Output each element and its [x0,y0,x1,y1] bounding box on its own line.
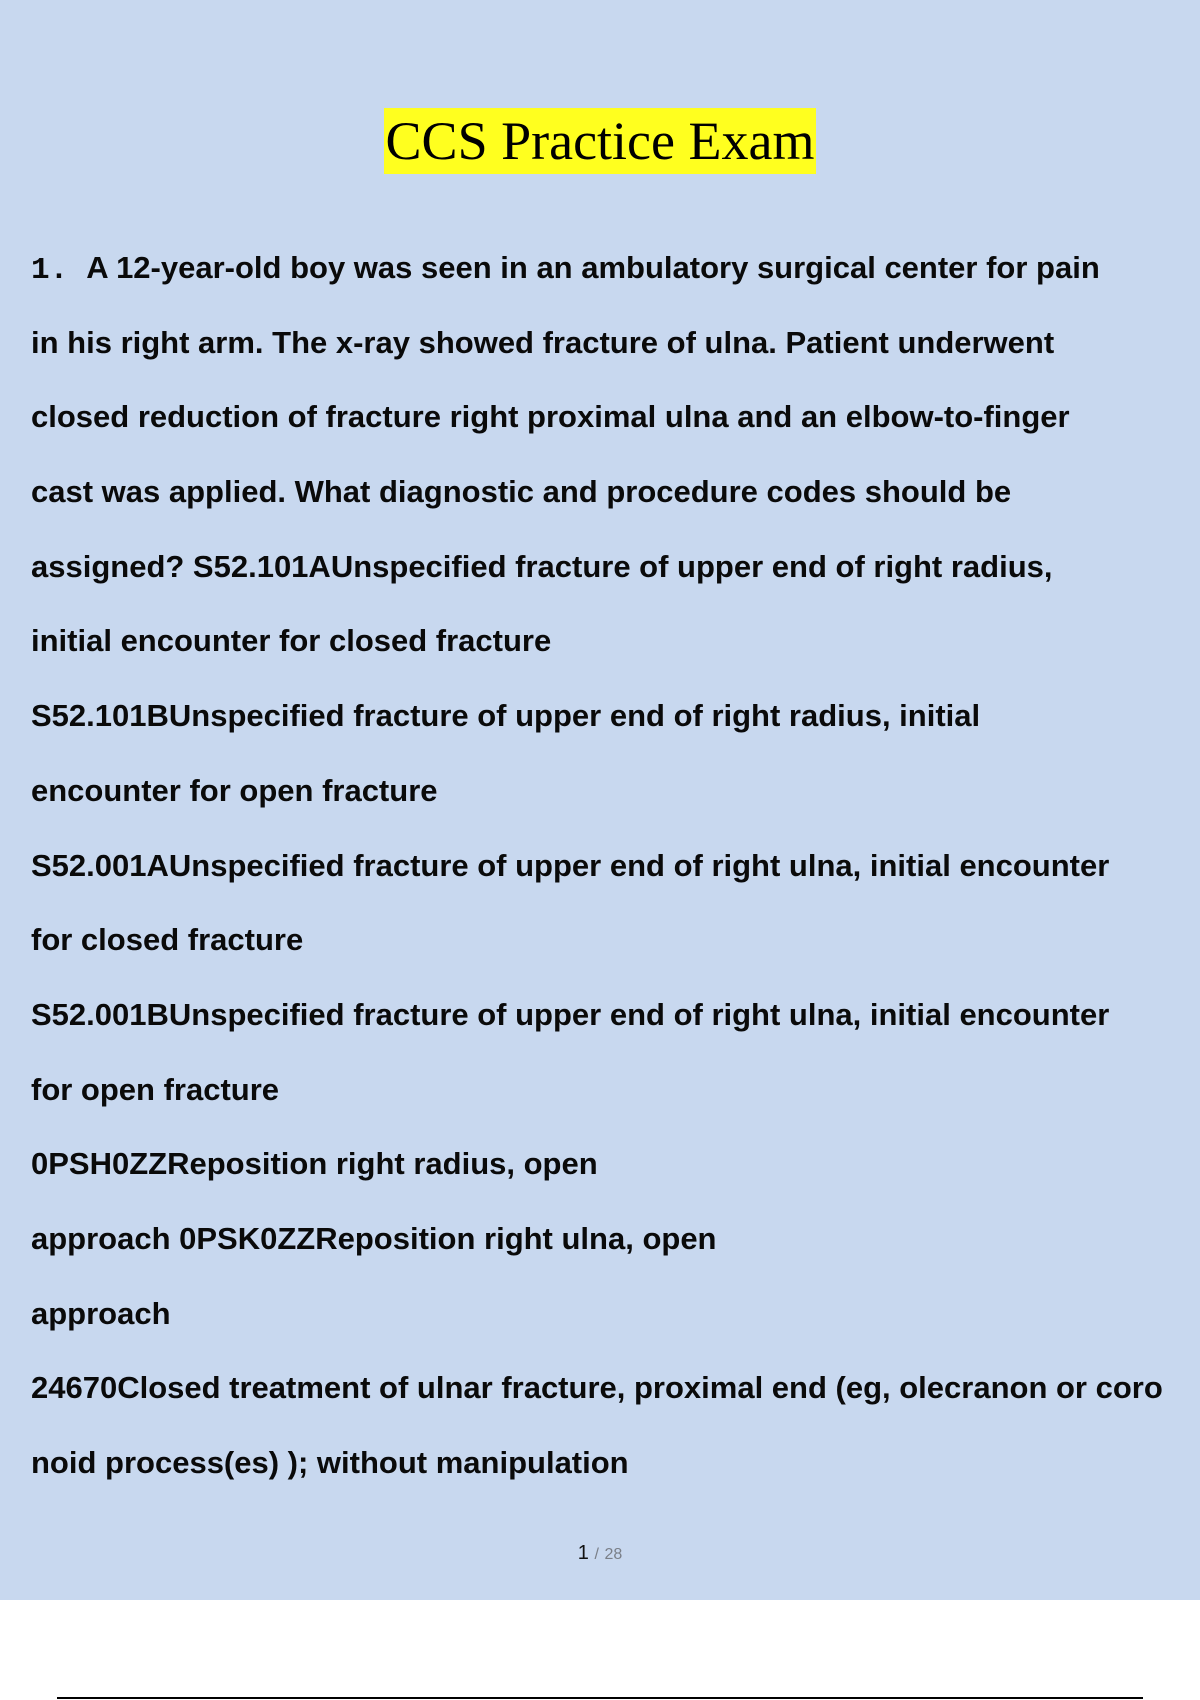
total-pages: 28 [604,1546,623,1563]
answer-line: encounter for open fracture [31,772,438,808]
current-page: 1 [577,1542,589,1564]
question-line: closed reduction of fracture right proximal ulna and an elbow-to-finger [31,399,1070,435]
question-line [31,231,1200,306]
question-number: 1. [31,253,69,288]
question-text [31,231,1200,1501]
answer-line: approach [31,1295,171,1331]
answer-line: 24670Closed treatment of ulnar fracture, proximal end (eg, olecranon or coro [31,1370,1163,1406]
answer-line: assigned? S52.101AUnspecified fracture of upper end of right radius, [31,548,1053,584]
question-line: in his right arm. The x-ray showed fracture of ulna. Patient underwent [31,324,1055,360]
answer-line: initial encounter for closed fracture [31,623,552,659]
title-container [0,108,1200,174]
answer-line: S52.001BUnspecified fracture of upper end of right ulna, initial encounter [31,996,1110,1032]
page-separator: / [594,1546,599,1563]
page-divider-line [57,1697,1143,1699]
answer-line: for open fracture [31,1071,280,1107]
question-line-text: A 12-year-old boy was seen in an ambulatory surgical center for pain [86,250,1100,285]
answer-line: S52.001AUnspecified fracture of upper end of right ulna, initial encounter [31,847,1110,883]
page-indicator [0,1542,1200,1565]
answer-line: for closed fracture [31,922,304,958]
answer-line: 0PSH0ZZReposition right radius, open [31,1146,598,1182]
document-title: CCS Practice Exam [384,108,817,174]
answer-line: noid process(es) ); without manipulation [31,1445,629,1480]
answer-line: S52.101BUnspecified fracture of upper end of right radius, initial [31,698,981,734]
answer-line: approach 0PSK0ZZReposition right ulna, open [31,1220,717,1256]
question-line: cast was applied. What diagnostic and procedure codes should be [31,474,1012,510]
